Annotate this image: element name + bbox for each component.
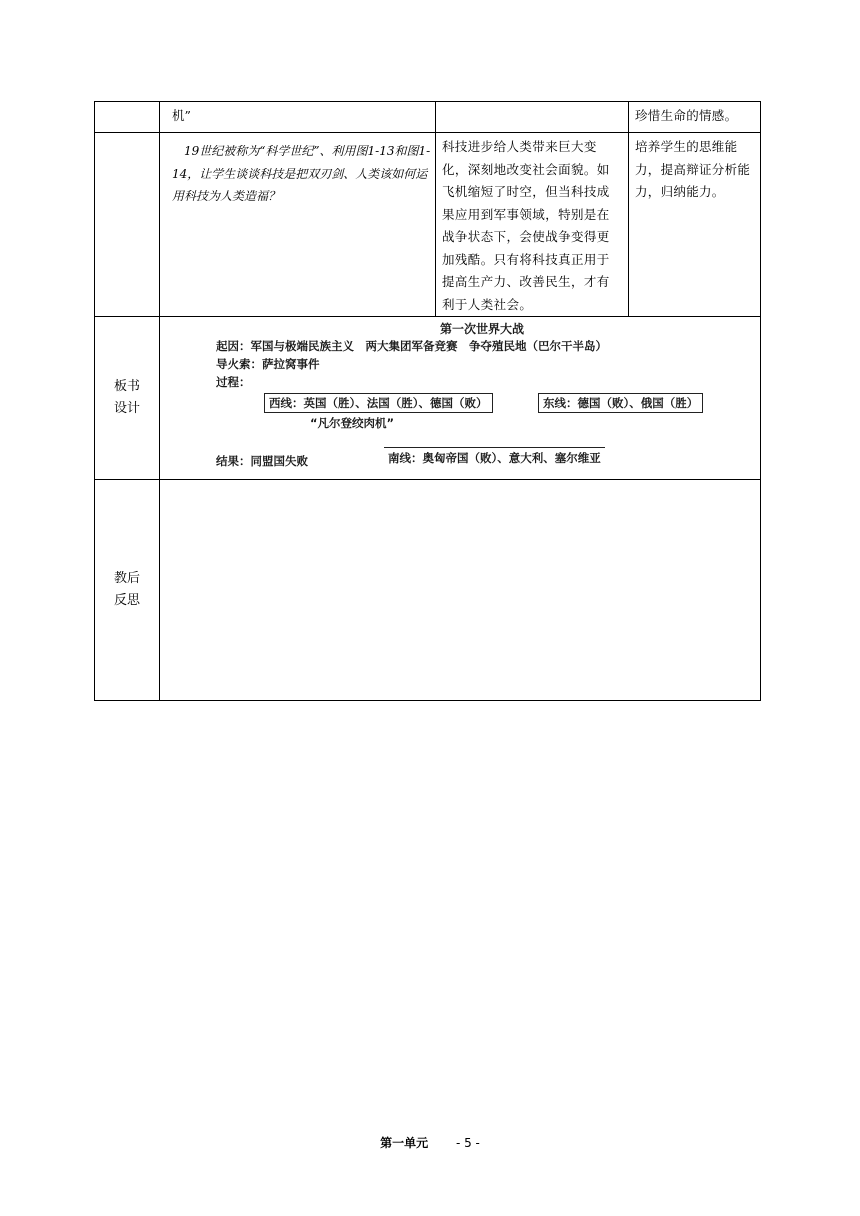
board-result: 结果：同盟国失败 — [216, 454, 308, 468]
board-south-front: 南线：奥匈帝国（败）、意大利、塞尔维亚 — [384, 447, 605, 466]
lesson-plan-table — [94, 101, 761, 701]
board-east-front: 东线：德国（败）、俄国（胜） — [538, 393, 703, 413]
goal-text: 珍惜生命的情感。 — [635, 108, 738, 123]
board-verdun: “凡尔登绞肉机” — [310, 416, 395, 430]
board-west-front: 西线：英国（胜）、法国（胜）、德国（败） — [264, 393, 493, 413]
activity-text: 19世纪被称为“科学世纪”、利用图1-13和图1-14，让学生谈谈科技是把双刃剑、人类该如何运用科技为人类造福？ — [172, 144, 431, 203]
board-label-line2: 设计 — [113, 401, 140, 416]
table-row-science — [95, 133, 761, 317]
board-label-line1: 板书 — [113, 379, 140, 394]
footer-unit: 第一单元 — [380, 1136, 429, 1150]
activity-cell — [160, 133, 436, 317]
page-footer — [0, 1134, 860, 1151]
goal-cell — [629, 133, 761, 317]
table-row-continued — [95, 102, 761, 133]
board-fuse: 导火索：萨拉窝事件 — [216, 357, 320, 371]
footer-page-number: - 5 - — [455, 1136, 480, 1150]
board-cause: 起因：军国与极端民族主义 两大集团军备竞赛 争夺殖民地（巴尔干半岛） — [216, 339, 607, 353]
board-process: 过程： — [216, 375, 251, 389]
board-design-cell — [160, 317, 761, 480]
goal-cell — [629, 102, 761, 133]
table-row-reflection — [95, 480, 761, 701]
row-label-cell-empty — [95, 102, 160, 133]
reflection-label-line1: 教后 — [113, 571, 140, 586]
content-cell — [436, 102, 629, 133]
reflection-label-line2: 反思 — [113, 593, 140, 608]
board-design-label — [95, 317, 160, 480]
reflection-label — [95, 480, 160, 701]
table-row-board-design — [95, 317, 761, 480]
goal-text: 培养学生的思维能力，提高辩证分析能力，归纳能力。 — [635, 139, 751, 199]
activity-cell — [160, 102, 436, 133]
board-diagram — [160, 317, 760, 475]
content-text: 科技进步给人类带来巨大变化，深刻地改变社会面貌。如飞机缩短了时空，但当科技成果应用到军事领域，特别是在战争状态下，会使战争变得更加残酷。只有将科技真正用于提高生产力、改善民生，才有利于人类社会。 — [442, 139, 610, 312]
board-title: 第一次世界大战 — [440, 322, 525, 336]
activity-text: 机” — [172, 108, 191, 123]
reflection-cell — [160, 480, 761, 701]
row-label-cell-empty — [95, 133, 160, 317]
content-text — [436, 102, 628, 105]
content-cell — [436, 133, 629, 317]
